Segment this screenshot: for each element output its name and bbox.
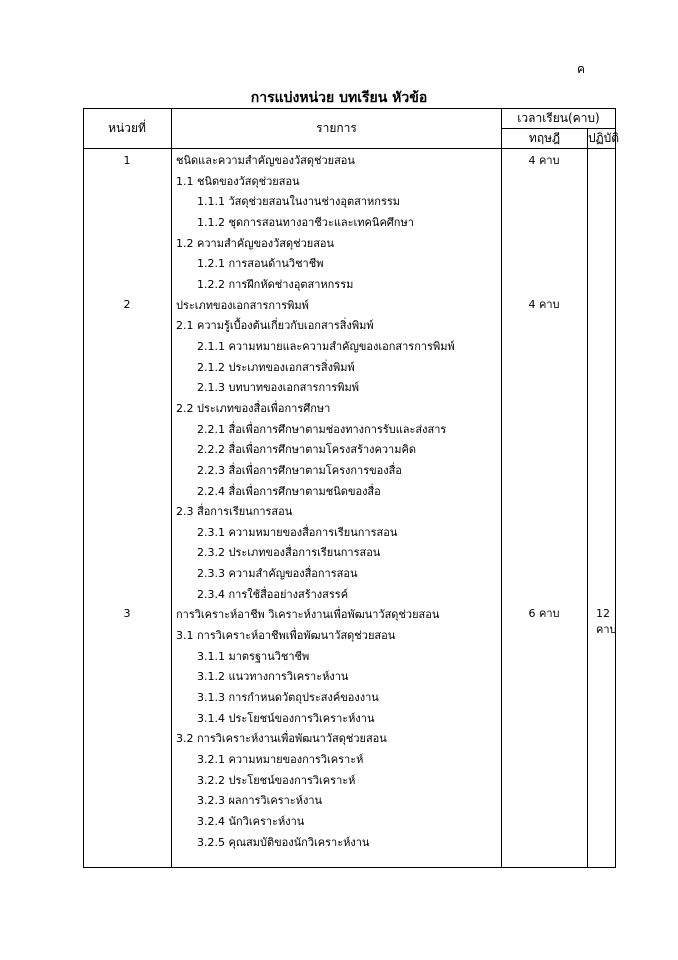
header-items: รายการ	[316, 121, 357, 135]
subsection-item: 3.1.2 แนวทางการวิเคราะห์งาน	[197, 670, 349, 684]
column-divider	[501, 108, 502, 868]
theory-hours: 4 คาบ	[528, 154, 560, 167]
theory-hours: 6 คาบ	[528, 607, 560, 620]
subsection-item: 2.1.2 ประเภทของเอกสารสิ่งพิมพ์	[197, 360, 355, 374]
subsection-item: 3.2.5 คุณสมบัติของนักวิเคราะห์งาน	[197, 835, 370, 849]
column-divider	[587, 128, 588, 868]
section-heading: 3.1 การวิเคราะห์อาชีพเพื่อพัฒนาวัสดุช่วยสอน	[176, 629, 396, 643]
subsection-item: 2.2.1 สื่อเพื่อการศึกษาตามช่องทางการรับและส่งสาร	[197, 422, 447, 436]
subsection-item: 1.1.2 ชุดการสอนทางอาชีวะและเทคนิคศึกษา	[197, 215, 414, 229]
subsection-item: 3.2.4 นักวิเคราะห์งาน	[197, 815, 305, 828]
section-heading: 2.2 ประเภทของสื่อเพื่อการศึกษา	[176, 401, 331, 415]
subsection-item: 2.3.3 ความสำคัญของสื่อการสอน	[197, 567, 358, 581]
subsection-item: 2.1.1 ความหมายและความสำคัญของเอกสารการพิมพ์	[197, 339, 455, 353]
subsection-item: 2.2.2 สื่อเพื่อการศึกษาตามโครงสร้างความคิด	[197, 443, 416, 457]
subsection-item: 1.2.1 การสอนด้านวิชาชีพ	[197, 257, 324, 271]
unit-number: 2	[123, 298, 131, 311]
section-heading: 2.1 ความรู้เบื้องต้นเกี่ยวกับเอกสารสิ่งพิมพ์	[176, 319, 374, 333]
subsection-item: 3.2.3 ผลการวิเคราะห์งาน	[197, 794, 323, 808]
subsection-item: 2.3.1 ความหมายของสื่อการเรียนการสอน	[197, 525, 398, 539]
subsection-item: 2.3.2 ประเภทของสื่อการเรียนการสอน	[197, 546, 381, 560]
subsection-item: 3.1.4 ประโยชน์ของการวิเคราะห์งาน	[197, 711, 375, 725]
item-list	[173, 151, 498, 853]
page-number: ค	[577, 62, 586, 76]
subsection-item: 3.1.1 มาตรฐานวิชาชีพ	[197, 649, 310, 663]
section-heading: 2.3 สื่อการเรียนการสอน	[176, 505, 293, 519]
unit-title: ประเภทของเอกสารการพิมพ์	[176, 298, 309, 312]
theory-hours: 4 คาบ	[528, 298, 560, 311]
unit-title: การวิเคราะห์อาชีพ วิเคราะห์งานเพื่อพัฒนาวัสดุช่วยสอน	[176, 608, 440, 622]
course-units-table	[83, 108, 620, 868]
subsection-item: 1.1.1 วัสดุช่วยสอนในงานช่างอุตสาหกรรม	[197, 195, 401, 209]
subsection-item: 1.2.2 การฝึกหัดช่างอุตสาหกรรม	[197, 277, 354, 291]
subsection-item: 2.2.3 สื่อเพื่อการศึกษาตามโครงการของสื่อ	[197, 463, 402, 477]
header-study-time: เวลาเรียน(คาบ)	[517, 111, 600, 125]
header-bottom-rule	[83, 148, 615, 149]
header-unit: หน่วยที่	[108, 121, 146, 135]
section-heading: 1.1 ชนิดของวัสดุช่วยสอน	[176, 174, 300, 188]
column-divider	[171, 108, 172, 868]
unit-title: ชนิดและความสำคัญของวัสดุช่วยสอน	[176, 154, 355, 167]
document-title: การแบ่งหน่วย บทเรียน หัวข้อ	[250, 90, 428, 106]
subsection-item: 3.2.2 ประโยชน์ของการวิเคราะห์	[197, 773, 356, 787]
section-heading: 3.2 การวิเคราะห์งานเพื่อพัฒนาวัสดุช่วยสอน	[176, 732, 387, 746]
subsection-item: 3.2.1 ความหมายของการวิเคราะห์	[197, 753, 364, 767]
practice-hours: 12 คาบ	[596, 607, 617, 636]
unit-number: 1	[123, 154, 131, 167]
header-practice: ปฏิบัติ	[588, 131, 620, 145]
subsection-item: 2.1.3 บทบาทของเอกสารการพิมพ์	[197, 381, 359, 395]
section-heading: 1.2 ความสำคัญของวัสดุช่วยสอน	[176, 236, 335, 250]
header-theory: ทฤษฎี	[528, 131, 561, 145]
subsection-item: 3.1.3 การกำหนดวัตถุประสงค์ของงาน	[197, 691, 379, 705]
subsection-item: 2.3.4 การใช้สื่ออย่างสร้างสรรค์	[197, 587, 349, 601]
subsection-item: 2.2.4 สื่อเพื่อการศึกษาตามชนิดของสื่อ	[197, 484, 381, 498]
unit-number: 3	[123, 607, 131, 620]
